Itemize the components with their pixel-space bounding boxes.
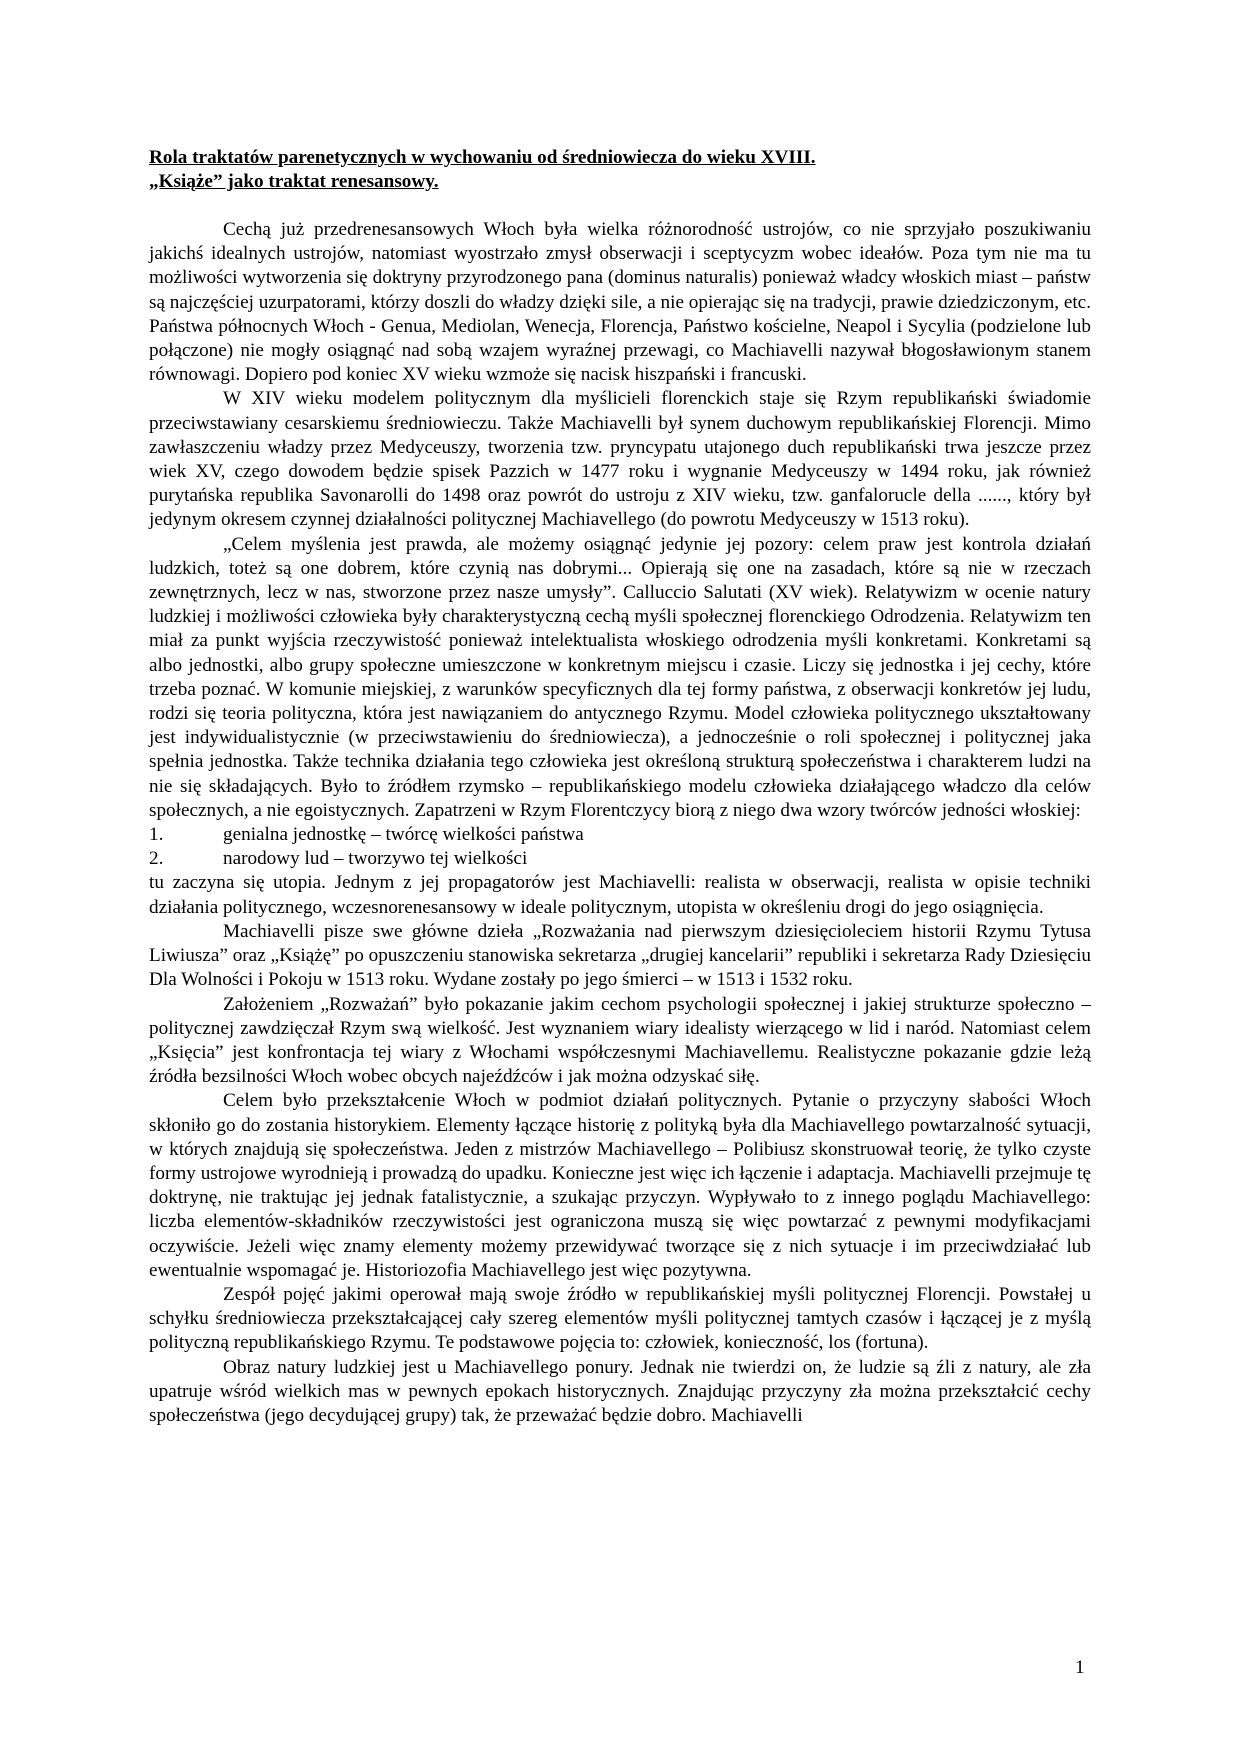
list-text: narodowy lud – tworzywo tej wielkości (223, 848, 528, 870)
list-text: genialna jednostkę – twórcę wielkości państwa (223, 824, 584, 846)
list-item (149, 823, 1091, 847)
paragraph: Celem było przekształcenie Włoch w podmiot działań politycznych. Pytanie o przyczyny słabości Włoch skłoniło go do zostania historykiem. Elementy łączące historię z polityką była dla Machiavellego powtarzalność sytuacji, w których znajdują się społeczeństwa. Jeden z mistrzów Machiavellego – Polibiusz skonstruował teorię, że tylko czyste formy ustrojowe wyrodnieją i prowadzą do upadku. Konieczne jest więc ich łączenie i adaptacja. Machiavelli przejmuje tę doktrynę, nie traktując jej jednak fatalistycznie, a szukając przyczyn. Wypływało to z innego poglądu Machiavellego: liczba elementów-składników rzeczywistości jest ograniczona muszą się więc powtarzać z pewnymi modyfikacjami oczywiście. Jeżeli więc znamy elementy możemy przewidywać tworzące się z nich sytuacje i im przeciwdziałać lub ewentualnie wspomagać je. Historiozofia Machiavellego jest więc pozytywna. (149, 1090, 1091, 1281)
page-number: 1 (1075, 1657, 1085, 1678)
title-line-1: Rola traktatów parenetycznych w wychowaniu od średniowiecza do wieku XVIII. (149, 147, 816, 168)
paragraph: Machiavelli pisze swe główne dzieła „Rozważania nad pierwszym dziesięcioleciem historii Rzymu Tytusa Liwiusza” oraz „Książę” po opuszczeniu stanowiska sekretarza „drugiej kancelarii” republiki i sekretarza Rady Dziesięciu Dla Wolności i Pokoju w 1513 roku. Wydane zostały po jego śmierci – w 1513 i 1532 roku. (149, 920, 1091, 991)
list-number: 2. (149, 848, 164, 870)
paragraph: Obraz natury ludzkiej jest u Machiavellego ponury. Jednak nie twierdzi on, że ludzie są źli z natury, ale zła upatruje wśród wielkich mas w pewnych epokach historycznych. Znajdując przyczyny zła można przekształcić cechy społeczeństwa (jego decydującej grupy) tak, że przeważać będzie dobro. Machiavelli (149, 1356, 1091, 1426)
document-title (149, 146, 1091, 194)
continuation-paragraph: tu zaczyna się utopia. Jednym z jej propagatorów jest Machiavelli: realista w obserwacji, realista w opisie techniki działania politycznego, wczesnorenesansowy w ideale politycznym, utopista w określeniu drogi do jego osiągnięcia. (149, 872, 1091, 918)
list-item (149, 847, 1091, 871)
paragraph: Zespół pojęć jakimi operował mają swoje źródło w republikańskiej myśli politycznej Florencji. Powstałej u schyłku średniowiecza przekształcającej cały szereg elementów myśli politycznej tamtych czasów i łączącej je z myślą polityczną republikańskiego Rzymu. Te podstawowe pojęcia to: człowiek, konieczność, los (fortuna). (149, 1283, 1091, 1354)
title-line-2: „Książe” jako traktat renesansowy. (149, 171, 439, 192)
paragraph: W XIV wieku modelem politycznym dla myślicieli florenckich staje się Rzym republikański świadomie przeciwstawiany cesarskiemu średniowieczu. Także Machiavelli był synem duchowym republikańskiej Florencji. Mimo zawłaszczeniu władzy przez Medyceuszy, tworzenia tzw. pryncypatu utajonego duch republikański trwa jeszcze przez wiek XV, czego dowodem będzie spisek Pazzich w 1477 roku i wygnanie Medyceuszy w 1494 roku, jak również purytańska republika Savonarolli do 1498 oraz powrót do ustroju z XIV wieku, tzw. ganfalorucle della ......, który był jedynym okresem czynnej działalności politycznej Machiavellego (do powrotu Medyceuszy w 1513 roku). (149, 388, 1091, 531)
document-page (149, 146, 1091, 1428)
paragraph: Cechą już przedrenesansowych Włoch była wielka różnorodność ustrojów, co nie sprzyjało poszukiwaniu jakichś idealnych ustrojów, natomiast wyostrzało zmysł obserwacji i sceptycyzm wobec ideałów. Poza tym nie ma tu możliwości wytworzenia się doktryny przyrodzonego pana (dominus naturalis) ponieważ władcy włoskich miast – państw są najczęściej uzurpatorami, którzy doszli do władzy dzięki sile, a nie opierając się na tradycji, prawie dziedziczonym, etc. Państwa północnych Włoch - Genua, Mediolan, Wenecja, Florencja, Państwo kościelne, Neapol i Sycylia (podzielone lub połączone) nie mogły osiągnąć nad sobą wzajem wyraźnej przewagi, co Machiavelli nazywał błogosławionym stanem równowagi. Dopiero pod koniec XV wieku wzmoże się nacisk hiszpański i francuski. (149, 219, 1091, 386)
list-number: 1. (149, 824, 164, 846)
paragraph: Założeniem „Rozważań” było pokazanie jakim cechom psychologii społecznej i jakiej strukturze społeczno – politycznej zawdzięczał Rzym swą wielkość. Jest wyznaniem wiary idealisty wierzącego w lid i naród. Natomiast celem „Księcia” jest konfrontacja tej wiary z Włochami współczesnymi Machiavellemu. Realistyczne pokazanie gdzie leżą źródła bezsilności Włoch wobec obcych najeźdźców i jak można odzyskać siłę. (149, 993, 1091, 1088)
paragraph: „Celem myślenia jest prawda, ale możemy osiągnąć jedynie jej pozory: celem praw jest kontrola działań ludzkich, toteż są one dobrem, które czynią nas dobrymi... Opierają się one na zasadach, które są nie w rzeczach zewnętrznych, lecz w nas, stworzone przez nasze umysły”. Calluccio Salutati (XV wiek). Relatywizm w ocenie natury ludzkiej i możliwości człowieka były charakterystyczną cechą myśli społecznej florenckiego Odrodzenia. Relatywizm ten miał za punkt wyjścia rzeczywistość ponieważ intelektualista włoskiego odrodzenia myśli konkretami. Konkretami są albo jednostki, albo grupy społeczne umieszczone w konkretnym miejscu i czasie. Liczy się jednostka i jej cechy, które trzeba poznać. W komunie miejskiej, z warunków specyficznych dla tej formy państwa, z obserwacji konkretów jej ludu, rodzi się teoria polityczna, która jest nawiązaniem do antycznego Rzymu. Model człowieka politycznego ukształtowany jest indywidualistycznie (w przeciwstawieniu do średniowiecza), a jednocześnie o roli społecznej i politycznej jaka spełnia jednostka. Także technika działania tego człowieka jest określoną strukturą społeczeństwa i charakterem ludzi na nie się składających. Było to źródłem rzymsko – republikańskiego modelu człowieka działającego władczo dla celów społecznych, a nie egoistycznych. Zapatrzeni w Rzym Florentczycy biorą z niego dwa wzory twórców jedności włoskiej: (149, 533, 1091, 821)
numbered-list (149, 823, 1091, 871)
